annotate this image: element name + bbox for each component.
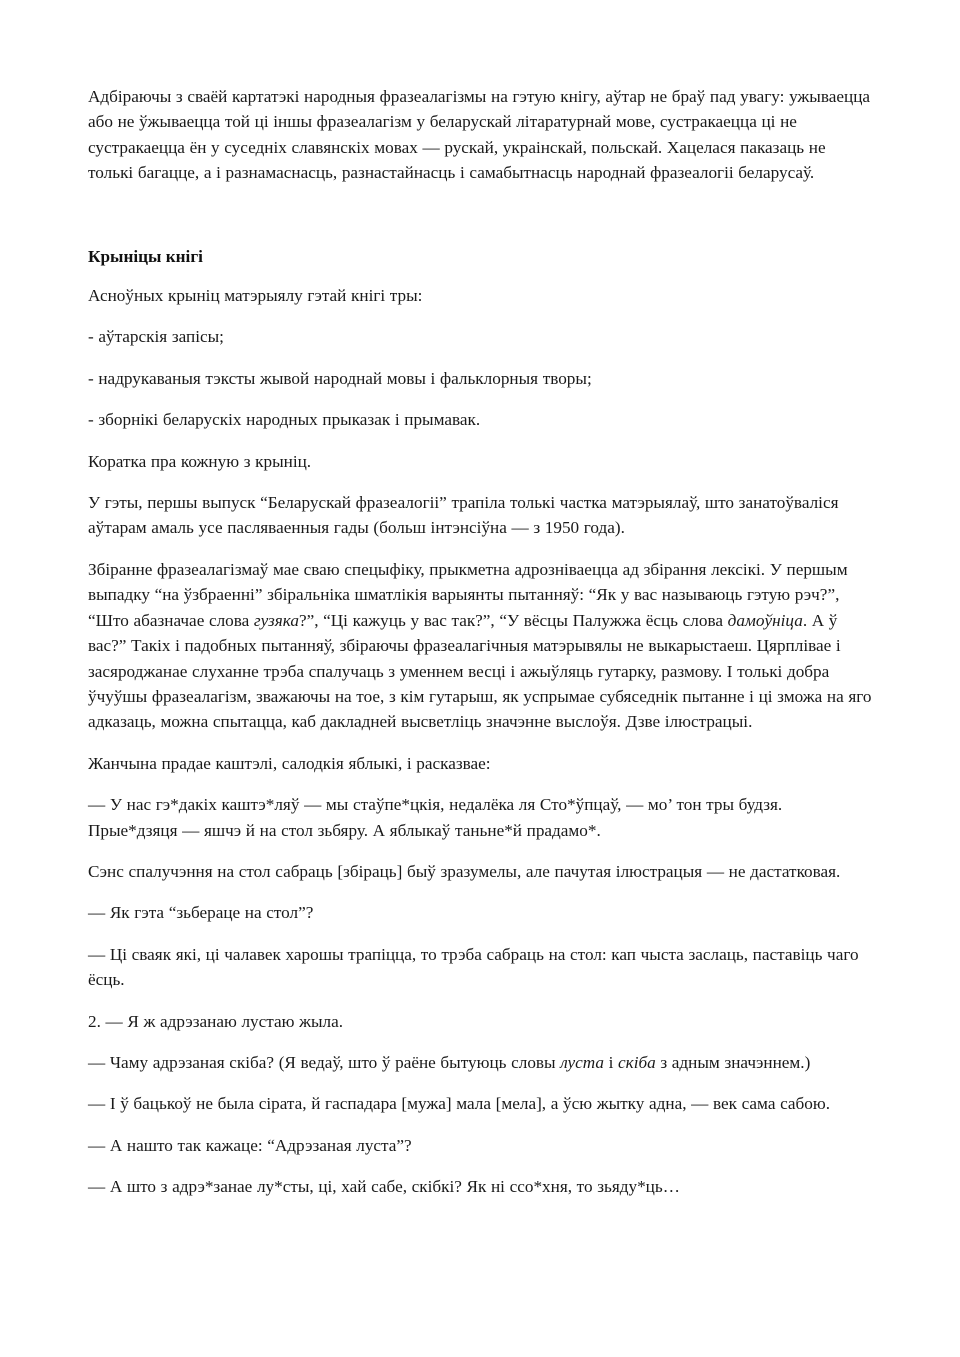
source-item-2: - надрукаваныя тэксты жывой народнай мовы і фальклорныя творы;	[88, 368, 592, 388]
text-run: Збіранне фразеалагізмаў мае сваю спецыфіку, прыкметна адрозніваецца ад збірання лексікі. У першым выпадку “на ўзбраенні” збіральніка шматлікія варыянты пытанняў: “Як у вас называюць гэтую рэч?”, “Што абазначае слова	[88, 559, 848, 630]
illustration-2-intro: 2. — Я ж адрэзанаю лустаю жыла.	[88, 1011, 344, 1031]
illustration-1-answer: — Ці сваяк які, ці чалавек харошы трапіцца, то трэба сабраць на стол: кап чыста заслаць, паставіць чаго ёсць.	[88, 944, 859, 990]
italic-term: дамоўніца	[727, 610, 803, 630]
italic-term: скіба	[618, 1052, 656, 1072]
illustration-1-intro: Жанчына прадае каштэлі, салодкія яблыкі, і расказвае:	[88, 753, 491, 773]
source-item-3: - зборнікі беларускіх народных прыказак і прымавак.	[88, 410, 481, 430]
illustration-2-question	[88, 1050, 872, 1075]
illustration-2-question-2: — А нашто так кажаце: “Адрэзаная луста”?	[88, 1135, 412, 1155]
illustration-2-answer-2: — А што з адрэ*занае лу*сты, ці, хай сабе, скібкі? Як ні ссо*хня, то зьяду*ць…	[88, 1177, 680, 1197]
first-issue-paragraph: У гэты, першы выпуск “Беларускай фразеалогіі” трапіла толькі частка матэрыялаў, што занатоўваліся аўтарам амаль усе пасляваенныя гады (больш інтэнсіўна — з 1950 года).	[88, 493, 839, 538]
text-run: ?”, “Ці кажуць у вас так?”, “У вёсцы Палужжа ёсць слова	[298, 610, 728, 630]
sources-note: Коратка пра кожную з крыніц.	[88, 451, 312, 471]
section-spacer	[88, 202, 872, 244]
text-run: — Чаму адрэзаная скіба? (Я ведаў, што ў раёне бытуюць словы	[88, 1052, 561, 1072]
intro-paragraph: Адбіраючы з сваёй картатэкі народныя фразеалагізмы на гэтую кнігу, аўтар не браў пад увагу: ужываецца або не ўжываецца той ці іншы фразеалагізм у беларускай літаратурнай мове, сустракаецца ці не сустракаецца ён у суседніх славянскіх мовах — рускай, украінскай, польскай. Хацелася паказаць не толькі багацце, а і разнамаснасць, разнастайнасць і самабытнасць народнай фразеалогіі беларусаў.	[88, 87, 871, 183]
collecting-specifics-paragraph	[88, 557, 872, 735]
source-item-1: - аўтарскія запісы;	[88, 327, 224, 347]
italic-term: луста	[560, 1052, 604, 1072]
text-run: з адным значэннем.)	[655, 1052, 811, 1072]
illustration-1-comment: Сэнс спалучэння на стол сабраць [збіраць] быў зразумелы, але пачутая ілюстрацыя — не дастатковая.	[88, 861, 841, 881]
text-run: і	[603, 1052, 619, 1072]
illustration-1-question: — Як гэта “зьбераце на стол”?	[88, 903, 314, 923]
italic-term: гузяка	[253, 610, 299, 630]
section-heading-sources: Крыніцы кнігі	[88, 246, 203, 266]
illustration-1-quote: — У нас гэ*дакіх каштэ*ляў — мы стаўпе*цкія, недалёка ля Сто*ўпцаў, — мо’ тон тры будзя. Прые*дзяця — яшчэ й на стол зьбяру. А яблыкаў таньне*й прадамо*.	[88, 795, 783, 840]
sources-lead: Асноўных крыніц матэрыялу гэтай кнігі тры:	[88, 286, 423, 306]
text-run: . А ў вас?” Такіх і падобных пытанняў, збіраючы фразеалагічныя матэрывялы не выкарыстаеш. Цярплівае і засяроджанае слуханне трэба спалучаць з уменнем весці і ажыўляць гутарку, размову. І толькі добра ўчуўшы фразеалагізм, зважаючы на тое, з кім гутарыш, як успрымае субяседнік пытанне і ці зможа на яго адказаць, можна спытацца, каб дакладней высветліць значэнне выслоўя. Дзве ілюстрацыі.	[88, 610, 872, 732]
illustration-2-answer-1: — І ў бацькоў не была сірата, й гаспадара [мужа] мала [мела], а ўсю жытку адна, — век сама сабою.	[88, 1094, 831, 1114]
document-text-column	[88, 84, 872, 1216]
